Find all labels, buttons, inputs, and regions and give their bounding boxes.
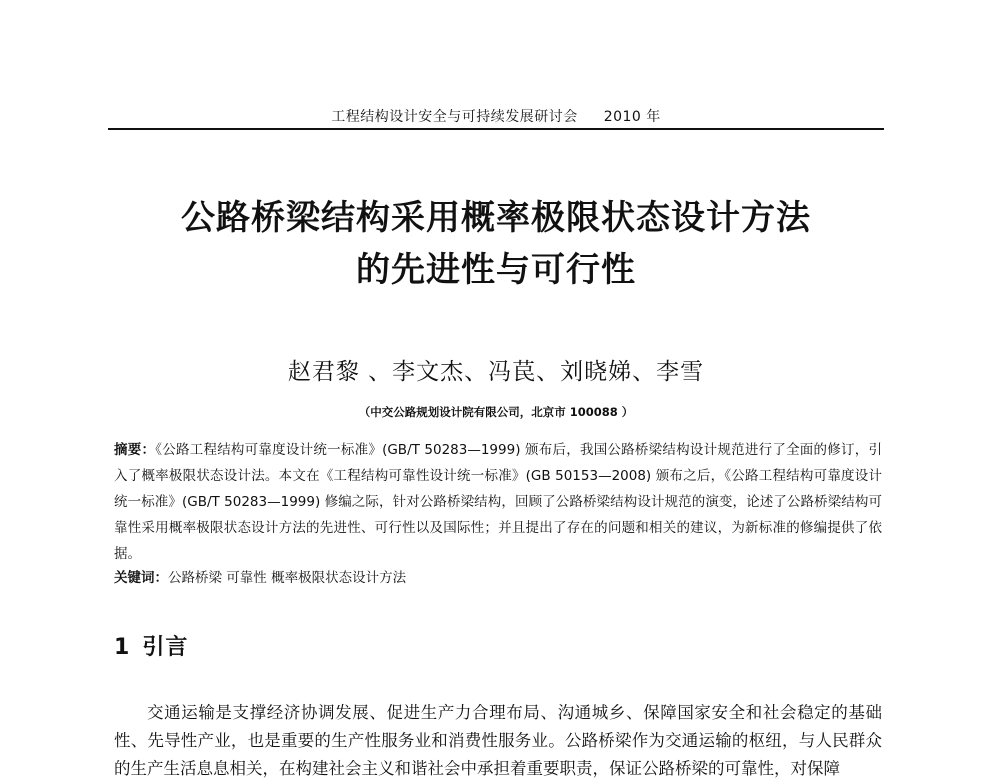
paper-title-line-2: 的先进性与可行性 xyxy=(356,250,636,290)
section-number: 1 xyxy=(114,635,131,660)
keywords-label: 关键词： xyxy=(114,570,168,586)
header-rule xyxy=(108,128,884,130)
abstract-label: 摘要： xyxy=(114,442,156,458)
abstract xyxy=(114,437,882,567)
conference-year: 2010 年 xyxy=(603,109,661,125)
paper-title-line-1: 公路桥梁结构采用概率极限状态设计方法 xyxy=(181,198,811,238)
body-paragraph: 交通运输是支撑经济协调发展、促进生产力合理布局、沟通城乡、保障国家安全和社会稳定的基础性、先导性产业，也是重要的生产性服务业和消费性服务业。公路桥梁作为交通运输的枢纽，与人民群众的生产生活息息相关，在构建社会主义和谐社会中承担着重要职责，保证公路桥梁的可靠性，对保障 xyxy=(114,703,882,778)
abstract-text: 《公路工程结构可靠度设计统一标准》(GB/T 50283—1999) 颁布后，我国公路桥梁结构设计规范进行了全面的修订，引入了概率极限状态设计法。本文在《工程结构可靠性设计统一标准》(GB 50153—2008) 颁布之后，《公路工程结构可靠度设计统一标准》(GB/T 50283—1999) 修编之际，针对公路桥梁结构，回顾了公路桥梁结构设计规范的演变，论述了公路桥梁结构可靠性采用概率极限状态设计方法的先进性、可行性以及国际性；并且提出了存在的问题和相关的建议，为新标准的修编提供了依据。 xyxy=(114,442,883,562)
keywords-text: 公路桥梁 可靠性 概率极限状态设计方法 xyxy=(168,570,407,586)
conference-name: 工程结构设计安全与可持续发展研讨会 xyxy=(331,109,578,125)
section-heading xyxy=(114,630,188,661)
author-list: 赵君黎 、李文杰、冯苠、刘晓娣、李雪 xyxy=(287,359,705,385)
running-header xyxy=(108,106,884,126)
keywords xyxy=(114,567,882,589)
section-title: 引言 xyxy=(142,635,189,660)
affiliation: （中交公路规划设计院有限公司，北京市 100088 ） xyxy=(358,405,634,419)
